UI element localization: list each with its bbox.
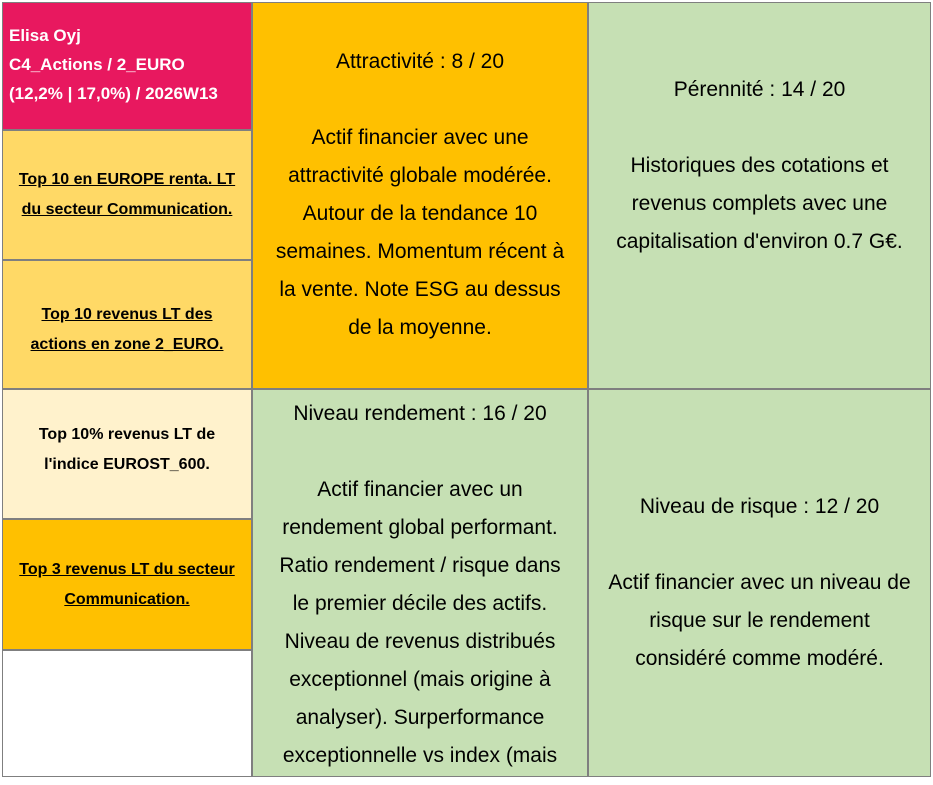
rendement-line: Ratio rendement / risque dans: [279, 554, 561, 577]
rendement-line: exceptionnel (mais origine à: [289, 668, 551, 691]
tag-3-line2: l'indice EUROST_600.: [44, 456, 210, 473]
attractivite-line: de la moyenne.: [348, 316, 492, 339]
risque-line: risque sur le rendement: [649, 609, 870, 632]
asset-category: C4_Actions / 2_EURO: [9, 55, 185, 74]
rendement-line: analyser). Surperformance: [295, 706, 545, 729]
attractivite-line: Actif financier avec une: [311, 126, 529, 149]
rendement-line: rendement global performant.: [282, 516, 558, 539]
tag-cell-1: [2, 130, 252, 260]
tag-1-line1: Top 10 en EUROPE renta. LT: [18, 171, 236, 188]
tag-cell-2: [2, 260, 252, 389]
risque-line: considéré comme modéré.: [635, 647, 884, 670]
empty-cell: [2, 650, 252, 777]
rendement-line: Niveau de revenus distribués: [284, 630, 556, 653]
tag-2-line1: Top 10 revenus LT des: [41, 305, 213, 323]
rendement-line: le premier décile des actifs.: [292, 592, 548, 615]
rendement-title: Niveau rendement : 16 / 20: [293, 402, 547, 425]
perennite-cell: [588, 2, 931, 389]
attractivite-cell: [252, 2, 588, 389]
perennite-title: Pérennité : 14 / 20: [673, 77, 846, 101]
perennite-line: capitalisation d'environ 0.7 G€.: [616, 229, 903, 253]
tag-3-line1: Top 10% revenus LT de: [38, 426, 216, 443]
perennite-line: revenus complets avec une: [631, 191, 888, 215]
perennite-line: Historiques des cotations et: [630, 153, 889, 177]
tag-4-line1: Top 3 revenus LT du secteur: [19, 560, 235, 578]
asset-stats: (12,2% | 17,0%) / 2026W13: [9, 84, 218, 103]
tag-cell-4: [2, 519, 252, 650]
risque-line: Actif financier avec un niveau de: [608, 571, 911, 594]
rendement-line: Actif financier avec un: [317, 478, 523, 501]
risque-cell: [588, 389, 931, 777]
attractivite-title: Attractivité : 8 / 20: [335, 50, 505, 73]
attractivite-line: Autour de la tendance 10: [302, 202, 538, 225]
rendement-line: exceptionnelle vs index (mais: [282, 744, 558, 767]
tag-2-line2: actions en zone 2_EURO.: [30, 335, 224, 353]
risque-title: Niveau de risque : 12 / 20: [639, 495, 880, 518]
asset-name: Elisa Oyj: [9, 26, 81, 45]
tag-4-line2: Communication.: [64, 590, 190, 608]
asset-header-cell: [2, 2, 252, 130]
attractivite-line: la vente. Note ESG au dessus: [279, 278, 561, 301]
tag-cell-3: [2, 389, 252, 519]
attractivite-line: semaines. Momentum récent à: [275, 240, 565, 263]
tag-1-line2: du secteur Communication.: [21, 201, 233, 218]
attractivite-line: attractivité globale modérée.: [288, 164, 552, 187]
rendement-cell: [252, 389, 588, 777]
